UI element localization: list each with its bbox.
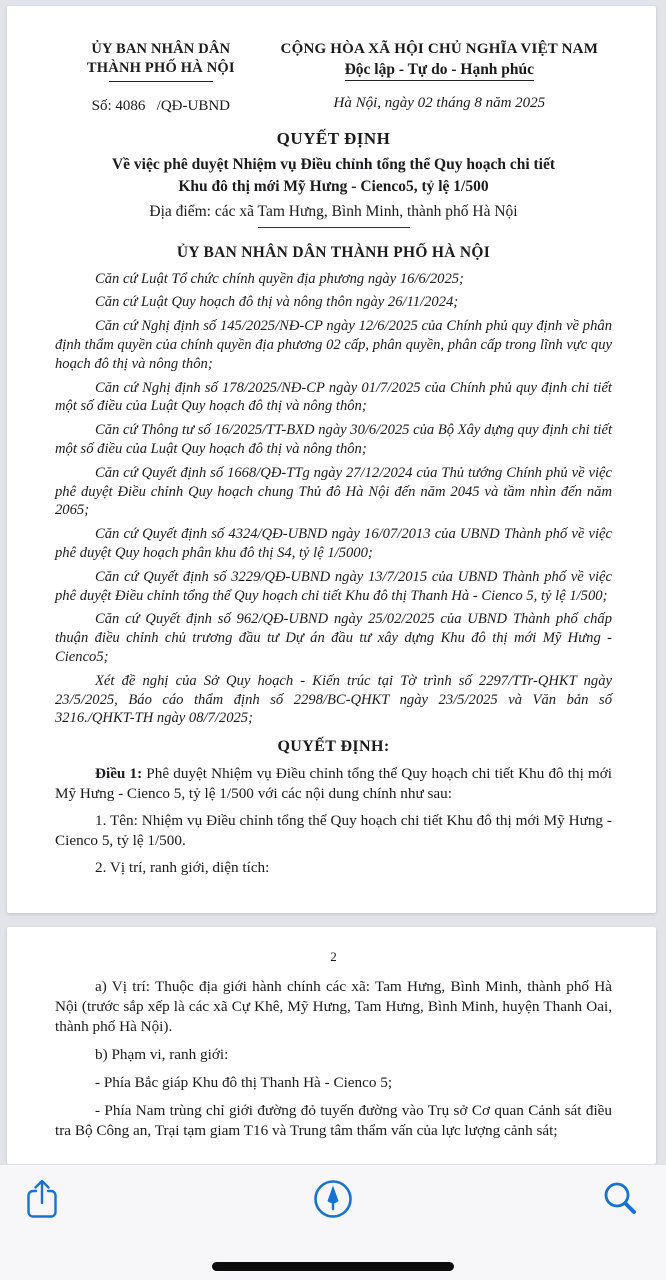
article-1-label: Điều 1: [95, 765, 143, 783]
issuer-heading: ỦY BAN NHÂN DÂN THÀNH PHỐ HÀ NỘI [176, 243, 491, 261]
markup-icon [312, 1178, 354, 1220]
republic-line: CỘNG HÒA XÃ HỘI CHỦ NGHĨA VIỆT NAM [280, 41, 599, 57]
authority-line1: ỦY BAN NHÂN DÂN [91, 41, 231, 57]
home-indicator[interactable] [212, 1262, 454, 1271]
document-page-2 [7, 927, 656, 1164]
recital-paragraph: Xét đề nghị của Sở Quy hoạch - Kiến trúc tại Tờ trình số 2297/TTr-QHKT ngày 23/5/2025, Báo cáo thẩm định số 2298/BC-QHKT ngày 23/5/2025 và Văn bản số 3216./QHKT-TH ngày 08/7/2025; [55, 672, 612, 727]
recital-paragraph: Căn cứ Quyết định số 4324/QĐ-UBND ngày 16/07/2013 của UBND Thành phố về việc phê duyệt Quy hoạch phân khu đô thị S4, tỷ lệ 1/5000; [55, 526, 612, 561]
bottom-toolbar [0, 1164, 666, 1280]
authority-underline [109, 81, 213, 82]
recital-paragraph: Căn cứ Luật Quy hoạch đô thị và nông thôn ngày 26/11/2024; [95, 294, 459, 311]
recital-paragraph: Căn cứ Quyết định số 962/QĐ-UBND ngày 25/02/2025 của UBND Thành phố chấp thuận điều chỉnh chủ trương đầu tư Dự án đầu tư xây dựng Khu đô thị mới Mỹ Hưng - Cienco5; [55, 611, 612, 665]
share-icon [25, 1178, 59, 1220]
search-button[interactable] [596, 1175, 644, 1223]
recitals-section [55, 270, 612, 729]
page-number: 2 [330, 949, 337, 964]
subtitle-line2: Khu đô thị mới Mỹ Hưng - Cienco5, tỷ lệ 1/500 [178, 178, 489, 196]
toolbar-row [0, 1165, 666, 1237]
document-title: QUYẾT ĐỊNH [276, 128, 391, 148]
location-line: Địa điểm: các xã Tam Hưng, Bình Minh, thành phố Hà Nội [149, 202, 518, 220]
recital-paragraph: Căn cứ Quyết định số 3229/QĐ-UBND ngày 13/7/2015 của UBND Thành phố về việc phê duyệt Điều chỉnh tổng thể Quy hoạch chi tiết Khu đô thị Thanh Hà - Cienco 5, tỷ lệ 1/500; [55, 568, 612, 604]
national-motto-block [267, 40, 612, 115]
share-button[interactable] [18, 1175, 66, 1223]
scope-heading-paragraph: b) Phạm vi, ranh giới: [95, 1046, 229, 1063]
document-page-1 [7, 6, 656, 913]
recital-paragraph: Căn cứ Nghị định số 178/2025/NĐ-CP ngày 01/7/2025 của Chính phủ quy định chi tiết một số điều của Luật Quy hoạch đô thị và nông thôn; [55, 379, 612, 415]
article-1-text: Phê duyệt Nhiệm vụ Điều chỉnh tổng thể Quy hoạch chi tiết Khu đô thị mới Mỹ Hưng - Cienco 5, tỷ lệ 1/500 với các nội dung chính như sau: [55, 765, 612, 802]
item-1-paragraph: 1. Tên: Nhiệm vụ Điều chỉnh tổng thể Quy hoạch chi tiết Khu đô thị mới Mỹ Hưng - Cienco 5, tỷ lệ 1/500. [55, 812, 612, 849]
decision-heading: QUYẾT ĐỊNH: [277, 738, 390, 756]
search-icon [601, 1180, 639, 1218]
recital-paragraph: Căn cứ Quyết định số 1668/QĐ-TTg ngày 27/12/2024 của Thủ tướng Chính phủ về việc phê duyệt Điều chỉnh Quy hoạch chung Thủ đô Hà Nội đến năm 2045 và tầm nhìn đến năm 2065; [55, 464, 612, 519]
subtitle-line1: Về việc phê duyệt Nhiệm vụ Điều chỉnh tổng thể Quy hoạch chi tiết [111, 155, 556, 173]
markup-button[interactable] [309, 1175, 357, 1223]
recital-paragraph: Căn cứ Nghị định số 145/2025/NĐ-CP ngày 12/6/2025 của Chính phủ quy định về phân định thẩm quyền của chính quyền địa phương 02 cấp, phân quyền, phân cấp trong lĩnh vực quy hoạch đô thị và nông thôn; [55, 318, 612, 372]
article-1-paragraph [55, 764, 612, 803]
south-boundary-paragraph: - Phía Nam trùng chỉ giới đường đỏ tuyến đường vào Trụ sở Cơ quan Cảnh sát điều tra Bộ Công an, Trại tạm giam T16 và Trung tâm thẩm vấn của lực lượng cảnh sát; [55, 1102, 612, 1139]
document-header [55, 40, 612, 115]
document-subtitle [55, 154, 612, 199]
location-detail-paragraph: a) Vị trí: Thuộc địa giới hành chính các xã: Tam Hưng, Bình Minh, thành phố Hà Nội (trước sắp xếp là các xã Cự Khê, Mỹ Hưng, Tam Hưng, Bình Minh, huyện Thanh Oai, thành phố Hà Nội). [55, 978, 612, 1035]
recital-paragraph: Căn cứ Luật Tổ chức chính quyền địa phương ngày 16/6/2025; [95, 270, 464, 287]
document-date: Hà Nội, ngày 02 tháng 8 năm 2025 [333, 94, 546, 111]
title-divider [258, 227, 410, 228]
north-boundary-paragraph: - Phía Bắc giáp Khu đô thị Thanh Hà - Cienco 5; [95, 1074, 393, 1091]
issuing-authority-block [55, 40, 267, 115]
authority-line2: THÀNH PHỐ HÀ NỘI [86, 59, 235, 76]
recital-paragraph: Căn cứ Thông tư số 16/2025/TT-BXD ngày 30/6/2025 của Bộ Xây dựng quy định chi tiết một số điều của Luật Quy hoạch đô thị và nông thôn; [55, 422, 612, 457]
title-block [55, 129, 612, 228]
document-number: Số: 4086 /QĐ-UBND [91, 97, 230, 114]
item-2-paragraph: 2. Vị trí, ranh giới, diện tích: [95, 859, 270, 877]
motto-line: Độc lập - Tự do - Hạnh phúc [345, 61, 534, 81]
